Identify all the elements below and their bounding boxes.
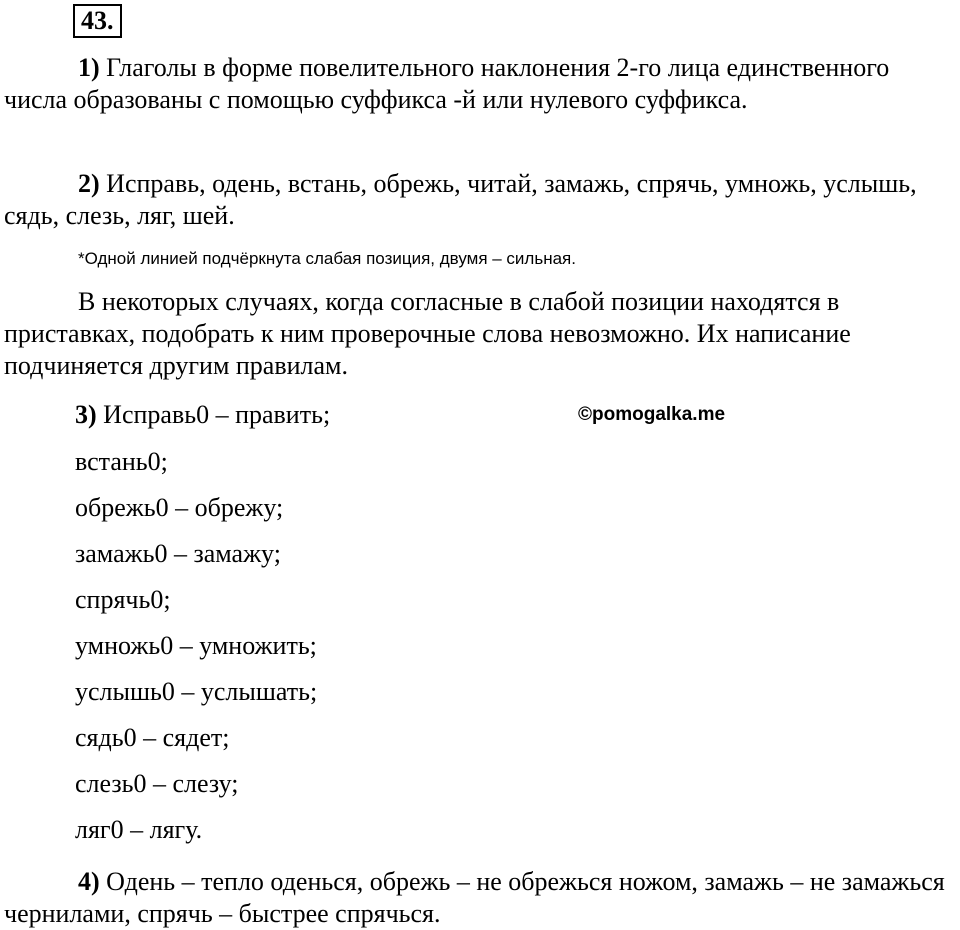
exercise-number: 43. bbox=[73, 4, 122, 38]
item-2-label: 2) bbox=[78, 169, 100, 198]
item-1-label: 1) bbox=[78, 53, 100, 82]
item-3-label: 3) bbox=[75, 400, 97, 429]
word-analysis: умножь0 – умножить; bbox=[75, 631, 317, 660]
word-analysis: Исправь0 – править; bbox=[103, 400, 331, 429]
word-analysis: обрежь0 – обрежу; bbox=[75, 493, 284, 522]
word-analysis: ляг0 – лягу. bbox=[75, 815, 203, 844]
item-4-text: Одень – тепло оденься, обрежь – не обрежься ножом, замажь – не замажься чернилами, спрячь – быстрее спрячься. bbox=[4, 867, 945, 928]
rule-paragraph bbox=[4, 286, 956, 382]
item-4 bbox=[4, 866, 956, 930]
item-1 bbox=[4, 52, 956, 116]
footnote: *Одной линией подчёркнута слабая позиция, двумя – сильная. bbox=[78, 249, 576, 268]
word-analysis: замажь0 – замажу; bbox=[75, 539, 281, 568]
rule-paragraph-text: В некоторых случаях, когда согласные в слабой позиции находятся в приставках, подобрать к ним проверочные слова невозможно. Их написание подчиняется другим правилам. bbox=[4, 287, 851, 380]
word-analysis: услышь0 – услышать; bbox=[75, 677, 318, 706]
word-analysis: спрячь0; bbox=[75, 585, 171, 614]
word-analysis: сядь0 – сядет; bbox=[75, 723, 230, 752]
item-2 bbox=[4, 168, 956, 232]
item-4-label: 4) bbox=[78, 867, 100, 896]
word-analysis: слезь0 – слезу; bbox=[75, 769, 239, 798]
watermark: ©pomogalka.me bbox=[578, 404, 726, 425]
item-3-line-1 bbox=[75, 399, 330, 431]
word-analysis: встань0; bbox=[75, 447, 168, 476]
item-2-text: Исправь, одень, встань, обрежь, читай, замажь, спрячь, умножь, услышь, сядь, слезь, ляг, шей. bbox=[4, 169, 917, 230]
item-1-text: Глаголы в форме повелительного наклонения 2-го лица единственного числа образованы с помощью суффикса -й или нулевого суффикса. bbox=[4, 53, 890, 114]
